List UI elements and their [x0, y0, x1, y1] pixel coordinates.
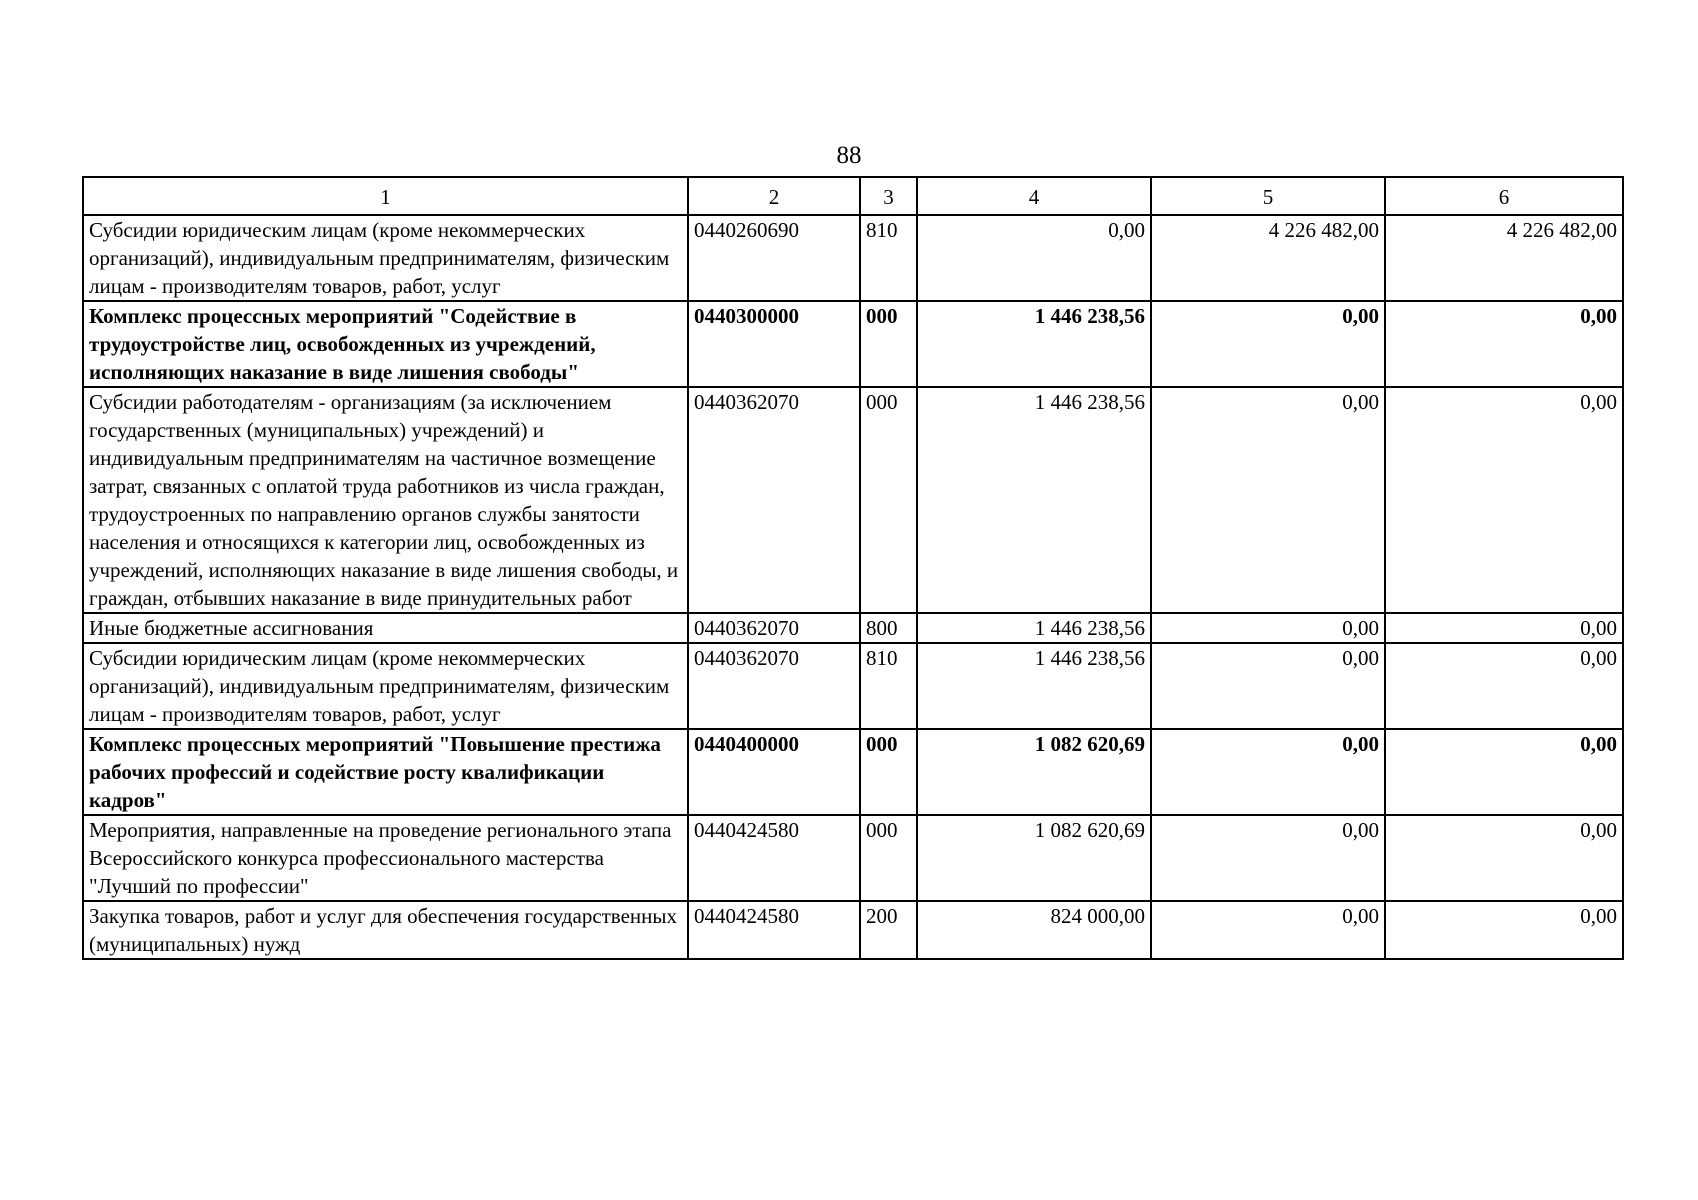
row-expense-type: 000	[860, 729, 917, 815]
table-row	[83, 387, 1623, 613]
header-row	[83, 177, 1623, 215]
row-value-col6: 0,00	[1385, 729, 1623, 815]
row-code: 0440424580	[688, 901, 860, 959]
row-name: Иные бюджетные ассигнования	[83, 613, 688, 643]
row-code: 0440362070	[688, 613, 860, 643]
row-name: Субсидии работодателям - организациям (за исключением государственных (муниципальных) учреждений) и индивидуальным предпринимателям на частичное возмещение затрат, связанных с оплатой труда работников из числа граждан, трудоустроенных по направлению органов службы занятости населения и относящихся к категории лиц, освобожденных из учреждений, исполняющих наказание в виде лишения свободы, и граждан, отбывших наказание в виде принудительных работ	[83, 387, 688, 613]
row-code: 0440260690	[688, 215, 860, 301]
row-value-col4: 1 446 238,56	[917, 387, 1151, 613]
row-expense-type: 200	[860, 901, 917, 959]
table-row	[83, 613, 1623, 643]
row-expense-type: 810	[860, 643, 917, 729]
table-row	[83, 815, 1623, 901]
row-name: Закупка товаров, работ и услуг для обеспечения государственных (муниципальных) нужд	[83, 901, 688, 959]
row-expense-type: 000	[860, 301, 917, 387]
row-name: Комплекс процессных мероприятий "Повышение престижа рабочих профессий и содействие росту квалификации кадров"	[83, 729, 688, 815]
row-expense-type: 800	[860, 613, 917, 643]
row-code: 0440300000	[688, 301, 860, 387]
row-value-col6: 0,00	[1385, 643, 1623, 729]
column-header-1: 1	[83, 177, 688, 215]
row-value-col6: 0,00	[1385, 301, 1623, 387]
row-code: 0440362070	[688, 643, 860, 729]
table-row	[83, 901, 1623, 959]
row-expense-type: 000	[860, 815, 917, 901]
row-value-col4: 824 000,00	[917, 901, 1151, 959]
row-code: 0440362070	[688, 387, 860, 613]
row-value-col4: 1 082 620,69	[917, 815, 1151, 901]
row-code: 0440424580	[688, 815, 860, 901]
row-name: Комплекс процессных мероприятий "Содействие в трудоустройстве лиц, освобожденных из учреждений, исполняющих наказание в виде лишения свободы"	[83, 301, 688, 387]
row-value-col5: 0,00	[1151, 729, 1385, 815]
row-value-col5: 0,00	[1151, 901, 1385, 959]
row-value-col6: 0,00	[1385, 901, 1623, 959]
row-value-col6: 4 226 482,00	[1385, 215, 1623, 301]
column-header-2: 2	[688, 177, 860, 215]
column-header-4: 4	[917, 177, 1151, 215]
row-value-col4: 0,00	[917, 215, 1151, 301]
row-value-col4: 1 446 238,56	[917, 301, 1151, 387]
row-value-col5: 0,00	[1151, 613, 1385, 643]
row-value-col6: 0,00	[1385, 613, 1623, 643]
table-row	[83, 643, 1623, 729]
row-expense-type: 000	[860, 387, 917, 613]
table-row	[83, 215, 1623, 301]
column-header-3: 3	[860, 177, 917, 215]
row-value-col4: 1 082 620,69	[917, 729, 1151, 815]
budget-table	[82, 176, 1624, 960]
row-value-col6: 0,00	[1385, 387, 1623, 613]
row-value-col5: 0,00	[1151, 643, 1385, 729]
column-header-5: 5	[1151, 177, 1385, 215]
page-number: 88	[836, 142, 862, 169]
row-value-col4: 1 446 238,56	[917, 613, 1151, 643]
column-header-6: 6	[1385, 177, 1623, 215]
row-name: Субсидии юридическим лицам (кроме некоммерческих организаций), индивидуальным предпринимателям, физическим лицам - производителям товаров, работ, услуг	[83, 643, 688, 729]
row-value-col5: 0,00	[1151, 387, 1385, 613]
row-value-col6: 0,00	[1385, 815, 1623, 901]
row-value-col4: 1 446 238,56	[917, 643, 1151, 729]
row-name: Мероприятия, направленные на проведение регионального этапа Всероссийского конкурса профессионального мастерства "Лучший по профессии"	[83, 815, 688, 901]
row-name: Субсидии юридическим лицам (кроме некоммерческих организаций), индивидуальным предпринимателям, физическим лицам - производителям товаров, работ, услуг	[83, 215, 688, 301]
table-row-section	[83, 301, 1623, 387]
row-value-col5: 0,00	[1151, 301, 1385, 387]
row-code: 0440400000	[688, 729, 860, 815]
row-value-col5: 4 226 482,00	[1151, 215, 1385, 301]
row-expense-type: 810	[860, 215, 917, 301]
row-value-col5: 0,00	[1151, 815, 1385, 901]
table-row-section	[83, 729, 1623, 815]
